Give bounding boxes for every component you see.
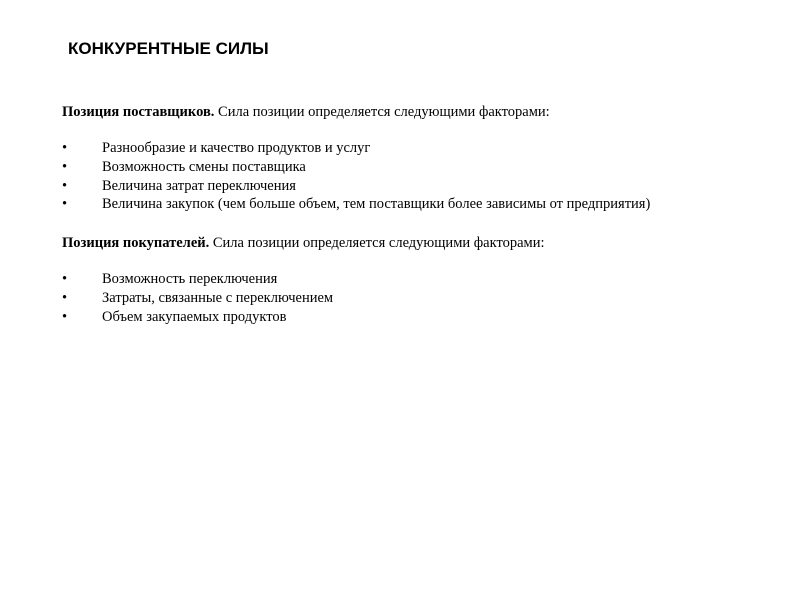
buyers-intro [62,234,782,253]
slide-title: КОНКУРЕНТНЫЕ СИЛЫ [68,39,269,58]
list-item-text: Разнообразие и качество продуктов и услуг [102,140,371,156]
list-item-text: Возможность смены поставщика [102,158,306,175]
list-item [62,177,782,196]
list-item [62,308,782,327]
list-item-text: Возможность переключения [102,271,278,287]
list-item-text: Величина закупок (чем больше объем, тем поставщики более зависимы от предприятия) [102,196,651,213]
list-item-text: Затраты, связанные с переключением [102,289,334,306]
buyers-intro-text: Сила позиции определяется следующими факторами: [209,235,545,251]
bullet-icon: • [62,158,68,175]
suppliers-heading: Позиция поставщиков. [62,104,215,120]
list-item-text: Объем закупаемых продуктов [102,308,287,325]
bullet-icon: • [62,289,68,306]
list-item-text: Величина затрат переключения [102,177,296,194]
list-item [62,139,782,158]
buyers-section [62,234,782,326]
bullet-icon: • [62,140,68,156]
list-item [62,195,782,214]
suppliers-intro-text: Сила позиции определяется следующими факторами: [214,104,550,120]
bullet-icon: • [62,271,68,287]
list-item [62,270,782,289]
buyers-factor-list [62,270,782,326]
list-item [62,289,782,308]
suppliers-intro [62,103,782,122]
suppliers-section [62,103,782,214]
bullet-icon: • [62,196,68,213]
list-item [62,158,782,177]
bullet-icon: • [62,308,68,325]
suppliers-factor-list [62,139,782,214]
buyers-heading: Позиция покупателей. [62,235,210,251]
bullet-icon: • [62,177,68,194]
